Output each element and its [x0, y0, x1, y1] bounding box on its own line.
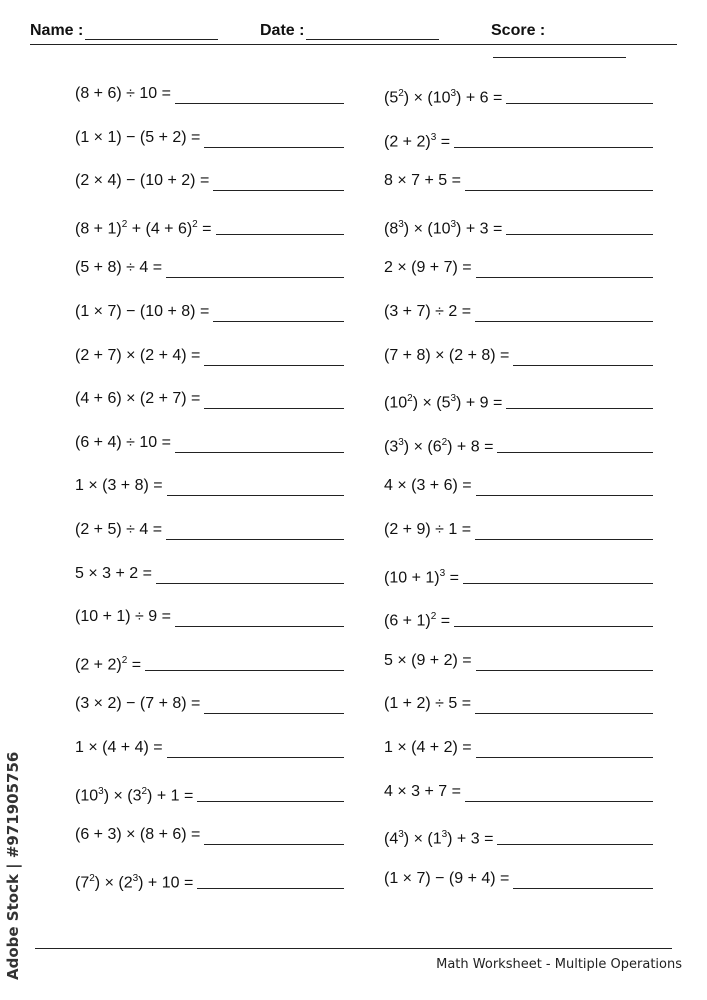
answer-blank[interactable]: [465, 781, 653, 802]
score-blank[interactable]: [493, 43, 626, 58]
answer-blank[interactable]: [476, 257, 653, 278]
problem-expression: (1 + 2) ÷ 5 =: [384, 695, 472, 713]
footer-divider: [35, 948, 672, 949]
problem-row: [384, 650, 653, 694]
problem-row: [75, 563, 344, 607]
answer-blank[interactable]: [497, 824, 653, 845]
problem-row: [75, 475, 344, 519]
problem-row: [75, 650, 344, 694]
answer-blank[interactable]: [167, 475, 344, 496]
answer-blank[interactable]: [213, 170, 344, 191]
problem-expression: (10 + 1) ÷ 9 =: [75, 608, 171, 626]
problem-row: [384, 868, 653, 912]
answer-blank[interactable]: [506, 388, 653, 409]
answer-blank[interactable]: [454, 606, 653, 627]
problem-row: [384, 214, 653, 258]
problem-row: [75, 693, 344, 737]
answer-blank[interactable]: [204, 388, 344, 409]
problem-expression: 1 × (4 + 4) =: [75, 738, 163, 756]
name-label: Name :: [30, 22, 84, 39]
problem-row: [75, 737, 344, 781]
problem-row: [384, 519, 653, 563]
answer-blank[interactable]: [463, 563, 653, 584]
problem-row: [75, 301, 344, 345]
problem-expression: 4 × (3 + 6) =: [384, 477, 472, 495]
answer-blank[interactable]: [475, 519, 653, 540]
answer-blank[interactable]: [475, 693, 653, 714]
problem-expression: 5 × 3 + 2 =: [75, 564, 152, 582]
answer-blank[interactable]: [167, 737, 344, 758]
problem-row: [75, 824, 344, 868]
answer-blank[interactable]: [475, 301, 653, 322]
problem-row: [75, 127, 344, 171]
problem-expression: (2 × 4) − (10 + 2) =: [75, 172, 210, 190]
problem-expression: 1 × (4 + 2) =: [384, 738, 472, 756]
answer-blank[interactable]: [204, 345, 344, 366]
score-field[interactable]: [491, 22, 677, 58]
problem-expression: 2 × (9 + 7) =: [384, 259, 472, 277]
problems-right-column: [384, 83, 653, 911]
problem-row: [75, 432, 344, 476]
stock-watermark: Adobe Stock | #971905756: [4, 751, 22, 980]
problem-row: [75, 83, 344, 127]
problem-row: [384, 693, 653, 737]
problem-row: [384, 301, 653, 345]
date-label: Date :: [260, 22, 305, 39]
problem-expression: (4 + 6) × (2 + 7) =: [75, 390, 201, 408]
problem-expression: (3 + 7) ÷ 2 =: [384, 302, 472, 320]
answer-blank[interactable]: [166, 519, 344, 540]
problem-expression: (7 + 8) × (2 + 8) =: [384, 346, 510, 364]
problem-row: [75, 170, 344, 214]
problem-row: [384, 345, 653, 389]
problem-expression: $(10^3) \times (3^2) + 1$ =: [75, 785, 194, 804]
problem-row: [75, 388, 344, 432]
answer-blank[interactable]: [513, 345, 653, 366]
problem-row: [75, 257, 344, 301]
problems-left-column: [75, 83, 344, 911]
problem-expression: (5 + 8) ÷ 4 =: [75, 259, 163, 277]
answer-blank[interactable]: [476, 650, 653, 671]
problem-expression: (2 + 7) × (2 + 4) =: [75, 346, 201, 364]
answer-blank[interactable]: [175, 432, 344, 453]
problem-expression: (8 + 6) ÷ 10 =: [75, 85, 171, 102]
problem-expression: 1 × (3 + 8) =: [75, 477, 163, 495]
problem-expression: (1 × 7) − (10 + 8) =: [75, 302, 210, 320]
problem-expression: $(8^3) \times (10^3) + 3$ =: [384, 218, 503, 238]
problem-row: [384, 563, 653, 607]
problem-expression: $(4^3) \times (1^3) + 3$ =: [384, 829, 494, 848]
problem-expression: $(10 + 1)^3$ =: [384, 567, 459, 586]
answer-blank[interactable]: [156, 563, 344, 584]
problem-row: [384, 475, 653, 519]
answer-blank[interactable]: [476, 737, 653, 758]
answer-blank[interactable]: [204, 127, 344, 148]
answer-blank[interactable]: [204, 824, 344, 845]
problem-row: [75, 519, 344, 563]
worksheet-header: [30, 18, 677, 45]
footer-title: Math Worksheet - Multiple Operations: [436, 957, 682, 972]
problem-expression: (3 × 2) − (7 + 8) =: [75, 695, 201, 713]
problem-expression: $(3^3) \times (6^2) + 8$ =: [384, 436, 494, 456]
problem-row: [384, 83, 653, 127]
problem-expression: 5 × (9 + 2) =: [384, 651, 472, 669]
problem-row: [75, 606, 344, 650]
answer-blank[interactable]: [476, 475, 653, 496]
problem-row: [384, 737, 653, 781]
answer-blank[interactable]: [454, 127, 653, 148]
answer-blank[interactable]: [513, 868, 653, 889]
date-field[interactable]: [260, 22, 439, 40]
problem-row: [384, 388, 653, 432]
answer-blank[interactable]: [197, 868, 344, 889]
problem-row: [384, 127, 653, 171]
date-blank[interactable]: [306, 25, 439, 40]
answer-blank[interactable]: [145, 650, 344, 671]
problem-expression: $(5^2) \times (10^3) + 6$ =: [384, 88, 503, 107]
problem-expression: $(2 + 2)^3$ =: [384, 131, 451, 150]
answer-blank[interactable]: [465, 170, 653, 191]
problem-row: [384, 781, 653, 825]
problem-expression: $(2 + 2)^2$ =: [75, 654, 142, 674]
problem-row: [75, 868, 344, 912]
problem-row: [75, 781, 344, 825]
answer-blank[interactable]: [506, 83, 653, 104]
problem-row: [384, 170, 653, 214]
problem-expression: 4 × 3 + 7 =: [384, 782, 461, 800]
problem-row: [75, 345, 344, 389]
problem-row: [384, 824, 653, 868]
answer-blank[interactable]: [197, 781, 344, 802]
problem-expression: (6 + 4) ÷ 10 =: [75, 433, 171, 451]
problem-row: [384, 257, 653, 301]
problem-expression: (6 + 3) × (8 + 6) =: [75, 826, 201, 844]
problem-expression: (2 + 5) ÷ 4 =: [75, 520, 163, 538]
problem-expression: (2 + 9) ÷ 1 =: [384, 520, 472, 538]
answer-blank[interactable]: [175, 83, 344, 104]
answer-blank[interactable]: [166, 257, 344, 278]
problem-row: [384, 606, 653, 650]
score-label: Score :: [491, 22, 546, 39]
problem-expression: $(10^2) \times (5^3) + 9$ =: [384, 393, 503, 412]
answer-blank[interactable]: [506, 214, 653, 235]
problem-expression: (1 × 1) − (5 + 2) =: [75, 128, 201, 146]
answer-blank[interactable]: [497, 432, 653, 453]
answer-blank[interactable]: [175, 606, 344, 627]
problem-row: [384, 432, 653, 476]
answer-blank[interactable]: [204, 693, 344, 714]
problem-expression: 8 × 7 + 5 =: [384, 172, 461, 190]
name-blank[interactable]: [85, 25, 218, 40]
problem-expression: (1 × 7) − (9 + 4) =: [384, 869, 510, 887]
answer-blank[interactable]: [216, 214, 344, 235]
name-field[interactable]: [30, 22, 218, 40]
problem-row: [75, 214, 344, 258]
problem-expression: $(6 + 1)^2$ =: [384, 611, 451, 630]
problem-expression: $(8 + 1)^2 + (4 + 6)^2$ =: [75, 218, 212, 238]
answer-blank[interactable]: [213, 301, 344, 322]
problem-expression: $(7^2) \times (2^3) + 10$ =: [75, 872, 194, 892]
